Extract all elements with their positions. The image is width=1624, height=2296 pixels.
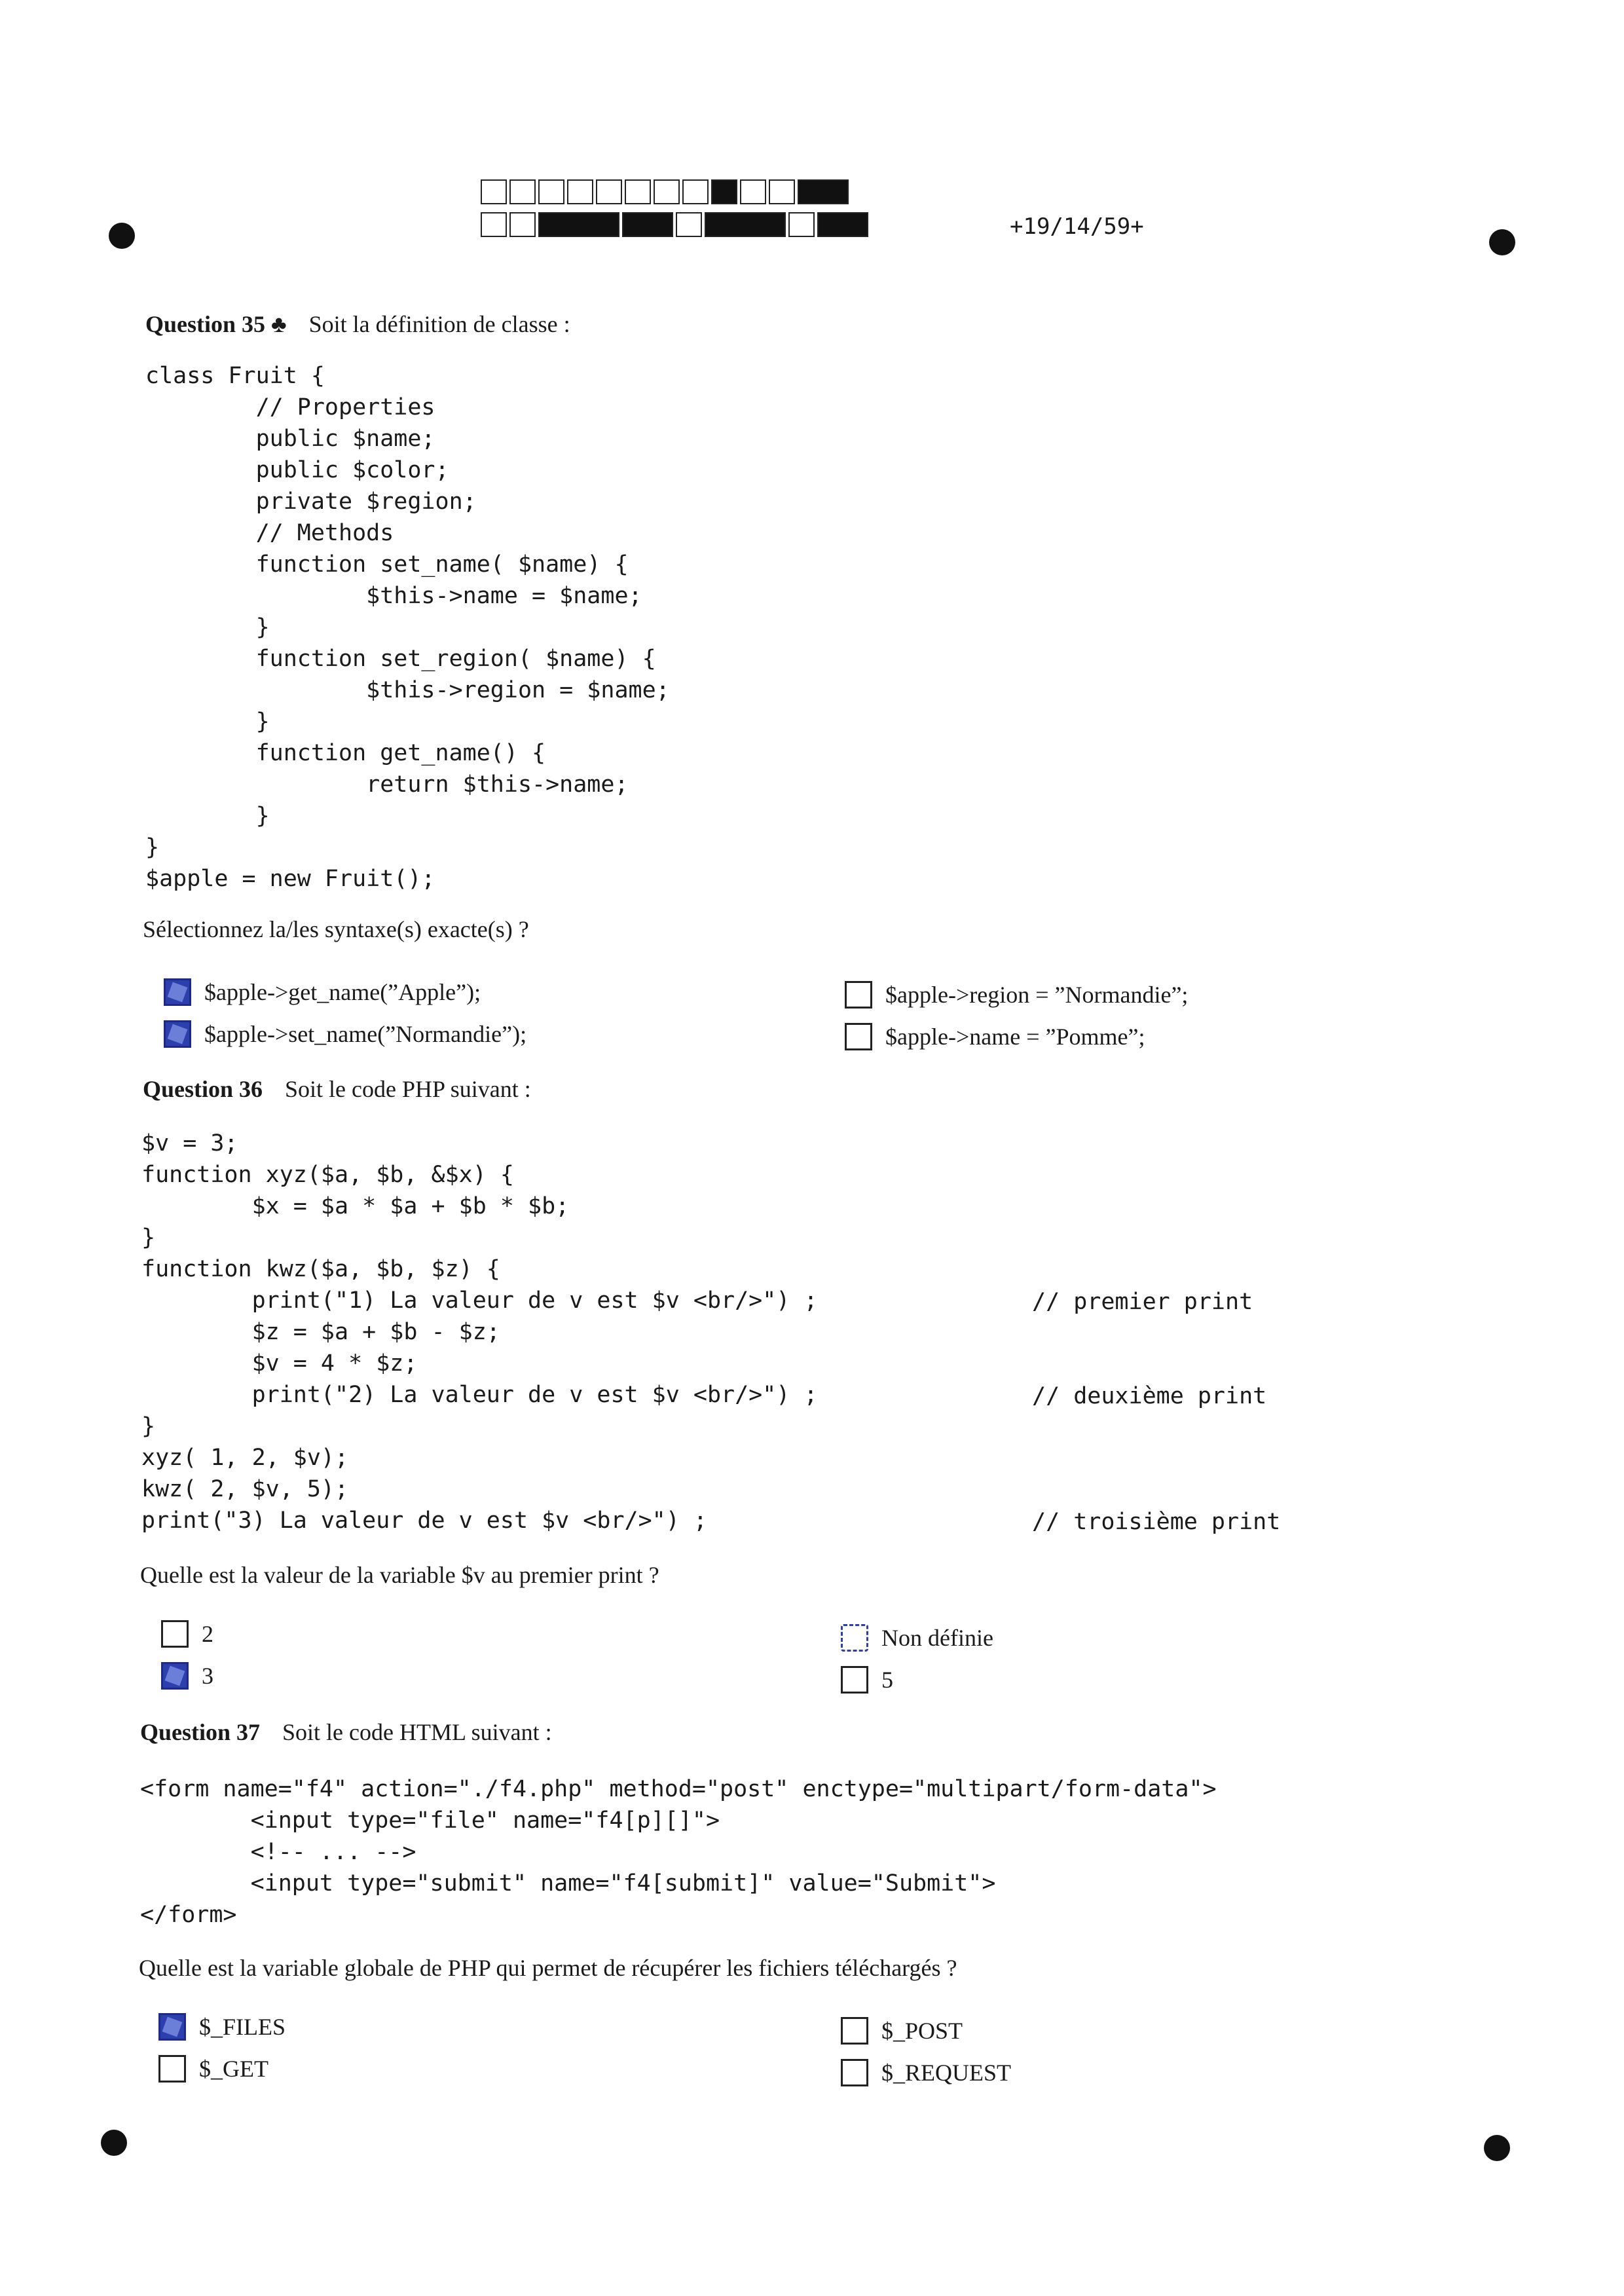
question-intro: Soit le code HTML suivant : bbox=[282, 1719, 552, 1745]
option-label: $_POST bbox=[881, 2018, 963, 2044]
question-number: Question 35 ♣ bbox=[145, 311, 287, 337]
option-label: 3 bbox=[202, 1663, 213, 1689]
option-label: $_GET bbox=[199, 2056, 268, 2082]
option-label: $_REQUEST bbox=[881, 2060, 1011, 2086]
q35-option-4[interactable] bbox=[845, 1023, 1145, 1050]
q37-option-4[interactable] bbox=[841, 2059, 1011, 2086]
option-label: 2 bbox=[202, 1621, 213, 1647]
registration-mark-bottom-right bbox=[1484, 2135, 1510, 2161]
question-intro: Soit la définition de classe : bbox=[308, 311, 570, 337]
option-label: Non définie bbox=[881, 1625, 993, 1651]
question-number: Question 37 bbox=[140, 1719, 261, 1745]
question-35-prompt: Sélectionnez la/les syntaxe(s) exacte(s) ? bbox=[143, 916, 529, 942]
option-label: 5 bbox=[881, 1667, 893, 1693]
checkbox[interactable] bbox=[841, 1666, 868, 1694]
checkbox[interactable] bbox=[161, 1620, 189, 1648]
checkbox[interactable] bbox=[158, 2055, 186, 2083]
question-35-code: class Fruit { // Properties public $name; public $color; private $region; // Methods function set_name( $name) { $this->name = $name; } function set_region( $name) { $this->region = $name; } function get_name() { return $this->name; } } $apple = new Fruit(); bbox=[145, 363, 670, 892]
registration-mark-top-left bbox=[109, 223, 135, 249]
q35-option-2[interactable] bbox=[164, 1020, 526, 1048]
question-35-title bbox=[145, 310, 570, 338]
question-36-code: $v = 3; function xyz($a, $b, &$x) { $x = $a * $a + $b * $b; } function kwz($a, $b, $z) { print("1) La valeur de v est $v <br/>") ; $z = $a + $b - $z; $v = 4 * $z; print("2) La valeur de v est $v <br/>") ; } xyz( 1, 2, $v); kwz( 2, $v, 5); print("3) La valeur de v est $v <br/>") ; bbox=[141, 1130, 818, 1534]
question-37-prompt: Quelle est la variable globale de PHP qui permet de récupérer les fichiers téléchargés ? bbox=[139, 1955, 957, 1981]
comment-troisieme-print: // troisième print bbox=[1032, 1509, 1281, 1535]
checkbox-checked[interactable] bbox=[158, 2013, 186, 2041]
option-label: $apple->get_name(”Apple”); bbox=[204, 979, 481, 1005]
checkbox-checked[interactable] bbox=[161, 1662, 189, 1690]
registration-mark-top-right bbox=[1489, 229, 1515, 255]
option-label: $apple->set_name(”Normandie”); bbox=[204, 1021, 527, 1047]
question-number: Question 36 bbox=[143, 1076, 263, 1102]
q35-option-3[interactable] bbox=[845, 981, 1188, 1009]
q36-option-4[interactable] bbox=[841, 1666, 893, 1694]
comment-deuxieme-print: // deuxième print bbox=[1032, 1383, 1267, 1409]
page-code: +19/14/59+ bbox=[1010, 213, 1144, 240]
question-intro: Soit le code PHP suivant : bbox=[285, 1076, 531, 1102]
q36-option-2[interactable] bbox=[161, 1662, 213, 1690]
checkbox[interactable] bbox=[845, 981, 872, 1009]
checkbox-checked[interactable] bbox=[164, 978, 191, 1006]
comment-premier-print: // premier print bbox=[1032, 1289, 1253, 1315]
option-label: $apple->name = ”Pomme”; bbox=[885, 1024, 1145, 1050]
id-barcode-row-2 bbox=[481, 212, 871, 237]
question-36-prompt: Quelle est la valeur de la variable $v au premier print ? bbox=[140, 1562, 659, 1588]
q37-option-1[interactable] bbox=[158, 2013, 286, 2041]
question-37-title bbox=[140, 1718, 552, 1746]
checkbox[interactable] bbox=[841, 2059, 868, 2086]
q36-option-1[interactable] bbox=[161, 1620, 213, 1648]
checkbox-corrected[interactable] bbox=[841, 1624, 868, 1652]
option-label: $_FILES bbox=[199, 2014, 286, 2040]
checkbox-checked[interactable] bbox=[164, 1020, 191, 1048]
registration-mark-bottom-left bbox=[101, 2130, 127, 2156]
checkbox[interactable] bbox=[841, 2017, 868, 2045]
checkbox[interactable] bbox=[845, 1023, 872, 1050]
id-barcode-row-1 bbox=[481, 179, 851, 204]
q37-option-3[interactable] bbox=[841, 2017, 963, 2045]
option-label: $apple->region = ”Normandie”; bbox=[885, 982, 1189, 1008]
question-36-title bbox=[143, 1075, 531, 1103]
q35-option-1[interactable] bbox=[164, 978, 481, 1006]
question-37-code: <form name="f4" action="./f4.php" method="post" enctype="multipart/form-data"> <input type="file" name="f4[p][]"> <!-- ... --> <input type="submit" name="f4[submit]" value="Submit"> </form> bbox=[140, 1776, 1217, 1928]
q37-option-2[interactable] bbox=[158, 2055, 268, 2083]
q36-option-3[interactable] bbox=[841, 1624, 993, 1652]
